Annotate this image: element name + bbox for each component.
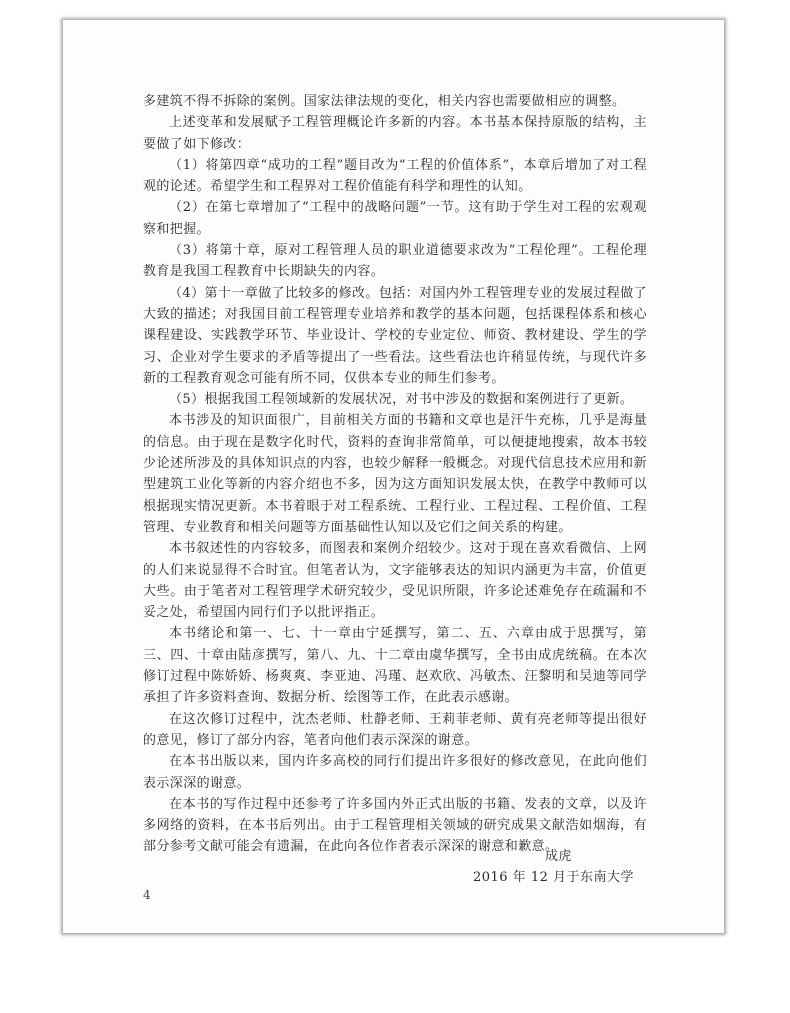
signature-block <box>473 846 634 888</box>
paragraph: 多建筑不得不拆除的案例。国家法律法规的变化，相关内容也需要做相应的调整。 <box>143 94 626 109</box>
document-page <box>63 20 724 933</box>
paragraph: （3）将第十章，原对工程管理人员的职业道德要求改为“工程伦理”。工程伦理教育是我国工程教育中长期缺失的内容。 <box>143 243 647 280</box>
paragraph: 在本书的写作过程中还参考了许多国内外正式出版的书籍、发表的文章，以及许多网络的资料，在本书后列出。由于工程管理相关领域的研究成果文献浩如烟海，有部分参考文献可能会有遗漏，在此向各位作者表示深深的谢意和歉意。 <box>143 796 647 855</box>
page-number: 4 <box>143 888 151 902</box>
paragraph: 本书叙述性的内容较多，而图表和案例介绍较少。这对于现在喜欢看微信、上网的人们来说显得不合时宜。但笔者认为，文字能够表达的知识内涵更为丰富，价值更大些。由于笔者对工程管理学术研究较少，受见识所限，许多论述难免存在疏漏和不妥之处，希望国内同行们予以批评指正。 <box>143 541 647 621</box>
paragraph: （2）在第七章增加了“工程中的战略问题”一节。这有助于学生对工程的宏观观察和把握。 <box>143 200 647 237</box>
paragraph: （5）根据我国工程领域新的发展状况，对书中涉及的数据和案例进行了更新。 <box>169 392 634 408</box>
signature-author: 成虎 <box>544 849 572 864</box>
signature-date-place: 2016 年 12 月于东南大学 <box>472 870 634 885</box>
body-text <box>143 91 647 858</box>
paragraph: （1）将第四章“成功的工程”题目改为“工程的价值体系”，本章后增加了对工程观的论述。希望学生和工程界对工程价值能有科学和理性的认知。 <box>143 157 647 195</box>
paragraph: 本书绪论和第一、七、十一章由宁延撰写，第二、五、六章由成于思撰写，第三、四、十章由陆彦撰写，第八、九、十二章由虞华撰写，全书由成虎统稿。在本次修订过程中陈娇娇、杨爽爽、李亚迪、冯瑾、赵欢欣、冯敏杰、汪黎明和吴迪等同学承担了许多资料查询、数据分析、绘图等工作，在此表示感谢。 <box>143 626 647 706</box>
paragraph: 在本书出版以来，国内许多高校的同行们提出许多很好的修改意见，在此向他们表示深深的谢意。 <box>143 754 647 791</box>
paragraph: 本书涉及的知识面很广，目前相关方面的书籍和文章也是汗牛充栋，几乎是海量的信息。由于现在是数字化时代，资料的查询非常简单，可以便捷地搜索，故本书较少论述所涉及的具体知识点的内容，也较少解释一般概念。对现代信息技术应用和新型建筑工业化等新的内容介绍也不多，因为这方面知识发展太快，在教学中教师可以根据现实情况更新。本书着眼于对工程系统、工程行业、工程过程、工程价值、工程管理、专业教育和相关问题等方面基础性认知以及它们之间关系的构建。 <box>143 413 647 535</box>
paragraph: 上述变革和发展赋予工程管理概论许多新的内容。本书基本保持原版的结构，主要做了如下修改： <box>143 115 647 152</box>
paragraph: 在这次修订过程中，沈杰老师、杜静老师、王莉菲老师、黄有亮老师等提出很好的意见，修订了部分内容，笔者向他们表示深深的谢意。 <box>143 711 647 748</box>
paragraph: （4）第十一章做了比较多的修改。包括：对国内外工程管理专业的发展过程做了大致的描述；对我国目前工程管理专业培养和教学的基本问题，包括课程体系和核心课程建设、实践教学环节、毕业设计、学校的专业定位、师资、教材建设、学生的学习、企业对学生要求的矛盾等提出了一些看法。这些看法也许稍显传统，与现代许多新的工程教育观念可能有所不同，仅供本专业的师生们参考。 <box>143 285 647 386</box>
